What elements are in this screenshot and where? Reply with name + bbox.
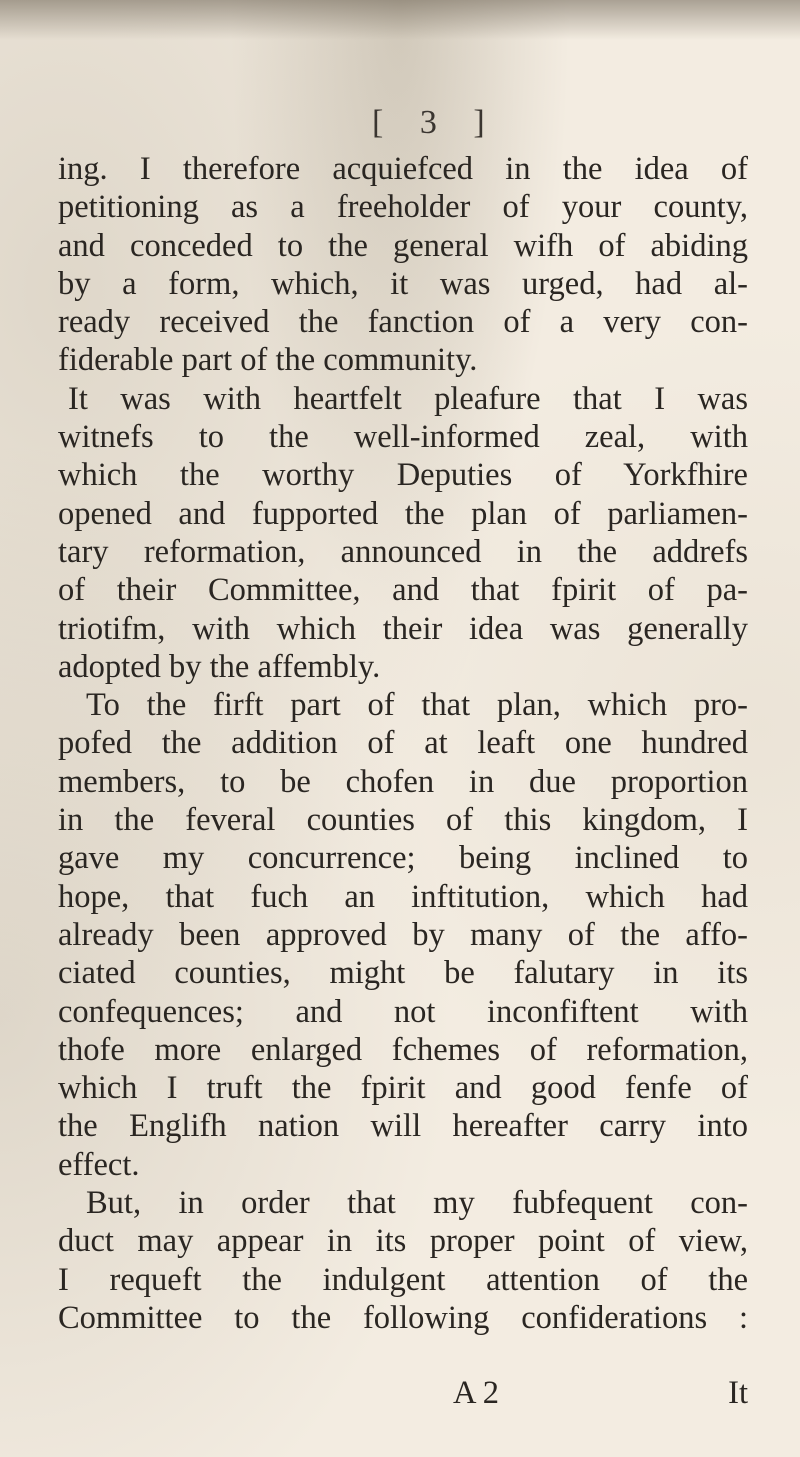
text-line: thofe more enlarged fchemes of reformation, <box>58 1031 748 1068</box>
text-line: members, to be chofen in due proportion <box>58 763 748 800</box>
text-line: in the feveral counties of this kingdom, I <box>58 802 748 839</box>
text-line: It was with heartfelt pleafure that I was <box>68 380 748 417</box>
text-line: hope, that fuch an inftitution, which had <box>58 878 748 915</box>
text-line: petitioning as a freeholder of your county, <box>58 189 748 226</box>
text-line: tary reformation, announced in the addrefs <box>58 533 748 570</box>
text-line: by a form, which, it was urged, had al- <box>58 265 748 302</box>
signature-mark: A 2 <box>453 1375 500 1411</box>
text-line: fiderable part of the community. <box>58 342 478 379</box>
text-line: effect. <box>58 1146 140 1183</box>
catchword: It <box>728 1375 748 1411</box>
text-line: which I truft the fpirit and good fenfe of <box>58 1070 748 1107</box>
text-line: opened and fupported the plan of parliamen- <box>58 495 748 532</box>
body-text <box>58 150 748 1337</box>
text-line: triotifm, with which their idea was generally <box>58 610 748 647</box>
text-line: which the worthy Deputies of Yorkfhire <box>58 457 748 494</box>
text-line: ciated counties, might be falutary in its <box>58 955 748 992</box>
page-number: [ 3 ] <box>372 104 499 141</box>
text-line: Committee to the following confiderations : <box>58 1299 748 1336</box>
text-line: adopted by the affembly. <box>58 648 381 685</box>
page-footer <box>58 1375 748 1415</box>
text-line: I requeft the indulgent attention of the <box>58 1261 748 1298</box>
text-line: To the firft part of that plan, which pro- <box>86 687 748 724</box>
page-edge-shadow <box>0 0 800 40</box>
text-line: But, in order that my fubfequent con- <box>86 1185 748 1222</box>
text-line: gave my concurrence; being inclined to <box>58 840 748 877</box>
text-line: the Englifh nation will hereafter carry into <box>58 1108 748 1145</box>
text-line: already been approved by many of the affo- <box>58 916 748 953</box>
text-line: confequences; and not inconfiftent with <box>58 993 748 1030</box>
text-line: pofed the addition of at leaft one hundred <box>58 725 748 762</box>
text-line: and conceded to the general wifh of abiding <box>58 227 748 264</box>
text-line: ready received the fanction of a very con- <box>58 304 748 341</box>
text-line: of their Committee, and that fpirit of pa- <box>58 572 748 609</box>
text-line: duct may appear in its proper point of view, <box>58 1223 748 1260</box>
text-line: ing. I therefore acquiefced in the idea of <box>58 151 748 187</box>
text-line: witnefs to the well-informed zeal, with <box>58 419 748 456</box>
